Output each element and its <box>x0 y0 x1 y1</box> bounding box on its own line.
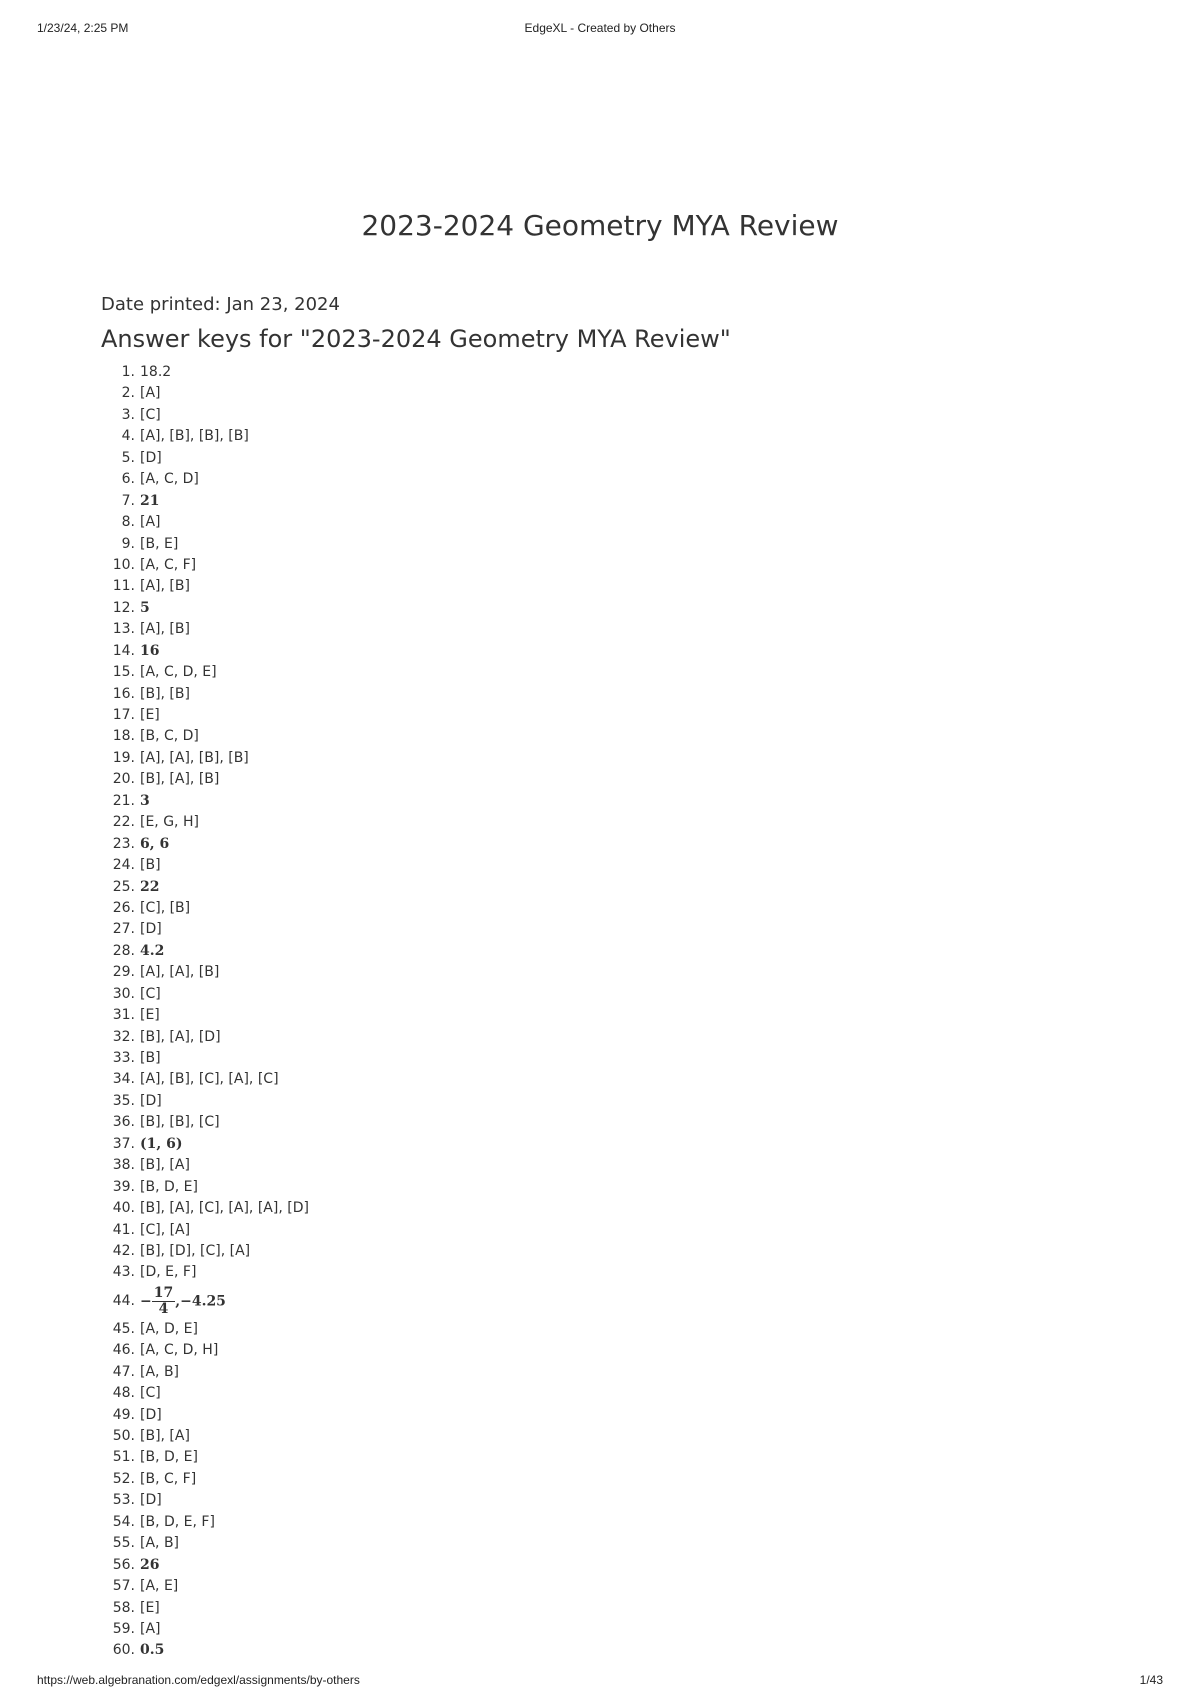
answer-number: 15. <box>112 664 135 681</box>
answer-item <box>0 383 700 404</box>
answer-number: 51. <box>112 1449 135 1466</box>
answer-value: [A] <box>140 385 161 402</box>
answer-number: 13. <box>112 621 135 638</box>
answer-item <box>0 705 700 726</box>
answer-item <box>0 1447 700 1468</box>
answer-item <box>0 1533 700 1554</box>
answer-value: [A], [B], [B], [B] <box>140 428 249 445</box>
answer-number: 31. <box>112 1007 135 1024</box>
answer-value: [B], [A], [C], [A], [A], [D] <box>140 1200 309 1217</box>
answer-value: [A, E] <box>140 1578 179 1595</box>
document-title: 2023-2024 Geometry MYA Review <box>361 209 839 242</box>
answer-item <box>0 1319 700 1340</box>
answer-value: [B, E] <box>140 535 179 552</box>
answer-number: 39. <box>112 1178 135 1195</box>
answer-number: 48. <box>112 1385 135 1402</box>
answer-number: 36. <box>112 1114 135 1131</box>
answer-item <box>0 1134 700 1155</box>
date-printed: Date printed: Jan 23, 2024 <box>101 294 340 315</box>
answer-value: [A] <box>140 514 161 531</box>
answer-number: 17. <box>112 707 135 723</box>
answer-number: 45. <box>112 1320 135 1337</box>
answer-number: 53. <box>112 1492 135 1509</box>
answer-number: 16. <box>112 685 135 702</box>
answer-item <box>0 1241 700 1262</box>
answer-item <box>0 684 700 705</box>
answer-number: 25. <box>112 878 135 895</box>
answer-value: [E, G, H] <box>140 814 199 831</box>
answer-number: 2. <box>121 385 135 402</box>
answer-value: [A, C, D] <box>140 471 199 488</box>
answer-item <box>0 834 700 855</box>
answer-number: 7. <box>121 492 135 509</box>
answer-item <box>0 1426 700 1447</box>
answer-value: [B], [B], [C] <box>140 1114 220 1131</box>
answer-number: 34. <box>112 1071 135 1088</box>
answer-value: [A], [B] <box>140 621 190 638</box>
answer-value <box>140 1286 226 1317</box>
answer-item <box>0 1383 700 1404</box>
answer-item <box>0 1598 700 1619</box>
answer-item <box>0 1576 700 1597</box>
answer-number: 47. <box>112 1363 135 1380</box>
answer-item <box>0 1490 700 1511</box>
answer-item <box>0 769 700 790</box>
answer-value: [E] <box>140 1599 160 1616</box>
print-footer <box>37 1673 1163 1689</box>
answer-number: 59. <box>112 1620 135 1637</box>
answer-item <box>0 1640 700 1661</box>
answer-number: 58. <box>112 1599 135 1616</box>
answer-item <box>0 962 700 983</box>
answer-item <box>0 812 700 833</box>
answer-number: 60. <box>112 1642 135 1659</box>
answer-item <box>0 1198 700 1219</box>
answer-number: 46. <box>112 1342 135 1359</box>
answer-number: 41. <box>112 1221 135 1238</box>
answer-value: [C] <box>140 1385 161 1402</box>
answer-number: 18. <box>112 728 135 745</box>
answer-number: 33. <box>112 1050 135 1066</box>
answer-value: [B] <box>140 1050 161 1066</box>
answer-item <box>0 1005 700 1026</box>
fraction-denominator: 4 <box>158 1300 169 1317</box>
answer-number: 23. <box>112 835 135 852</box>
answer-item <box>0 1220 700 1241</box>
answer-value: [C], [B] <box>140 899 191 916</box>
answer-value: 5 <box>140 599 150 616</box>
answer-value: [B, C, F] <box>140 1470 197 1487</box>
answer-item <box>0 1155 700 1176</box>
answer-item <box>0 598 700 619</box>
answer-item <box>0 1262 700 1283</box>
answer-list <box>0 362 700 1662</box>
answer-item <box>0 919 700 940</box>
answer-item <box>0 941 700 962</box>
answer-value: 18.2 <box>140 364 172 380</box>
answer-number: 5. <box>121 449 135 466</box>
answer-item <box>0 1362 700 1383</box>
answer-value: [A], [B], [C], [A], [C] <box>140 1071 279 1088</box>
answer-item <box>0 448 700 469</box>
answer-item <box>0 726 700 747</box>
answer-number: 20. <box>112 771 135 788</box>
answer-number: 35. <box>112 1092 135 1109</box>
answer-number: 10. <box>112 556 135 573</box>
answer-value: 21 <box>140 492 160 509</box>
answer-value: [A], [A], [B], [B] <box>140 749 249 766</box>
answer-value: [B], [A], [B] <box>140 771 220 788</box>
answer-item <box>0 576 700 597</box>
answer-value: 3 <box>140 792 150 809</box>
answer-value: [B], [B] <box>140 685 190 702</box>
answer-value: [E] <box>140 1007 160 1024</box>
fraction <box>152 1286 175 1317</box>
answer-item <box>0 491 700 512</box>
print-datetime: 1/23/24, 2:25 PM <box>37 21 129 35</box>
answer-number: 1. <box>121 364 135 380</box>
answer-item <box>0 469 700 490</box>
answer-number: 19. <box>112 749 135 766</box>
print-url: https://web.algebranation.com/edgexl/assignments/by-others <box>37 1673 360 1687</box>
answer-number: 6. <box>121 471 135 488</box>
print-page-number: 1/43 <box>1139 1673 1163 1687</box>
answer-item <box>0 1340 700 1361</box>
answer-number: 44. <box>112 1292 135 1309</box>
answer-value: [D] <box>140 449 162 466</box>
answer-number: 43. <box>112 1264 135 1281</box>
answer-value: [B], [A] <box>140 1157 190 1174</box>
answer-value: [A, D, E] <box>140 1320 198 1337</box>
answer-number: 54. <box>112 1513 135 1530</box>
answer-value: [B], [D], [C], [A] <box>140 1242 251 1259</box>
answer-value: [D] <box>140 921 162 938</box>
answer-item <box>0 534 700 555</box>
answer-number: 24. <box>112 857 135 874</box>
answer-value: 6, 6 <box>140 835 170 852</box>
answer-item <box>0 1469 700 1490</box>
answer-value: [B, D, E] <box>140 1178 198 1195</box>
answer-number: 14. <box>112 642 135 659</box>
answer-value: [B, D, E] <box>140 1449 198 1466</box>
answer-value: [C] <box>140 985 161 1002</box>
answer-number: 3. <box>121 406 135 423</box>
answer-item <box>0 1112 700 1133</box>
answer-value: [A], [B] <box>140 578 190 595</box>
answer-item <box>0 362 700 383</box>
answer-number: 40. <box>112 1200 135 1217</box>
fraction-numerator: 17 <box>153 1284 174 1301</box>
answer-number: 28. <box>112 942 135 959</box>
answer-number: 57. <box>112 1578 135 1595</box>
answer-number: 26. <box>112 899 135 916</box>
answer-value: [C], [A] <box>140 1221 191 1238</box>
answer-number: 4. <box>121 428 135 445</box>
answer-number: 11. <box>112 578 135 595</box>
answer-item <box>0 1555 700 1576</box>
answer-number: 49. <box>112 1406 135 1423</box>
answer-number: 52. <box>112 1470 135 1487</box>
answer-value: [D] <box>140 1406 162 1423</box>
answer-number: 42. <box>112 1242 135 1259</box>
answer-number: 37. <box>112 1135 135 1152</box>
answer-value: [A] <box>140 1620 161 1637</box>
answer-value: (1, 6) <box>140 1135 183 1152</box>
answer-number: 56. <box>112 1556 135 1573</box>
answer-item <box>0 1091 700 1112</box>
answer-item <box>0 619 700 640</box>
answer-item <box>0 1512 700 1533</box>
answer-value: [C] <box>140 406 161 423</box>
answer-item <box>0 1619 700 1640</box>
answer-item <box>0 405 700 426</box>
answer-item <box>0 1069 700 1090</box>
answer-value: [E] <box>140 707 160 723</box>
answer-keys-heading: Answer keys for "2023-2024 Geometry MYA Review" <box>101 325 731 353</box>
answer-item <box>0 641 700 662</box>
answer-value: 26 <box>140 1556 160 1573</box>
answer-item <box>0 855 700 876</box>
answer-item <box>0 791 700 812</box>
answer-item <box>0 1177 700 1198</box>
answer-value: 16 <box>140 642 160 659</box>
answer-item <box>0 898 700 919</box>
answer-item <box>0 877 700 898</box>
answer-value: [A, C, D, E] <box>140 664 217 681</box>
answer-item <box>0 426 700 447</box>
answer-number: 9. <box>121 535 135 552</box>
answer-value: [B], [A], [D] <box>140 1028 221 1045</box>
answer-value: [D] <box>140 1092 162 1109</box>
answer-number: 38. <box>112 1157 135 1174</box>
answer-value: 0.5 <box>140 1642 165 1659</box>
fraction-decimal: ,−4.25 <box>175 1293 226 1310</box>
answer-number: 50. <box>112 1428 135 1444</box>
answer-value: [D, E, F] <box>140 1264 197 1281</box>
answer-value: [A, B] <box>140 1363 180 1380</box>
print-header <box>37 21 1163 37</box>
answer-value: [B], [A] <box>140 1428 190 1444</box>
answer-item <box>0 662 700 683</box>
answer-number: 27. <box>112 921 135 938</box>
answer-value: [A, C, F] <box>140 556 197 573</box>
answer-item <box>0 555 700 576</box>
answer-item <box>0 512 700 533</box>
answer-value: [D] <box>140 1492 162 1509</box>
answer-value: 4.2 <box>140 942 165 959</box>
answer-value: [B, D, E, F] <box>140 1513 215 1530</box>
answer-item <box>0 1284 700 1319</box>
answer-item <box>0 1027 700 1048</box>
answer-number: 55. <box>112 1535 135 1552</box>
answer-item <box>0 984 700 1005</box>
answer-number: 8. <box>121 514 135 531</box>
answer-item <box>0 1405 700 1426</box>
answer-value: [A, B] <box>140 1535 180 1552</box>
answer-number: 32. <box>112 1028 135 1045</box>
print-page-title: EdgeXL - Created by Others <box>524 21 676 35</box>
answer-value: 22 <box>140 878 160 895</box>
answer-item <box>0 1048 700 1069</box>
answer-value: [B, C, D] <box>140 728 199 745</box>
answer-number: 21. <box>112 792 135 809</box>
answer-number: 12. <box>112 599 135 616</box>
answer-number: 30. <box>112 985 135 1002</box>
answer-value: [A], [A], [B] <box>140 964 220 981</box>
answer-number: 22. <box>112 814 135 831</box>
fraction-sign: − <box>140 1293 152 1310</box>
answer-value: [B] <box>140 857 161 874</box>
answer-number: 29. <box>112 964 135 981</box>
answer-value: [A, C, D, H] <box>140 1342 219 1359</box>
answer-item <box>0 748 700 769</box>
